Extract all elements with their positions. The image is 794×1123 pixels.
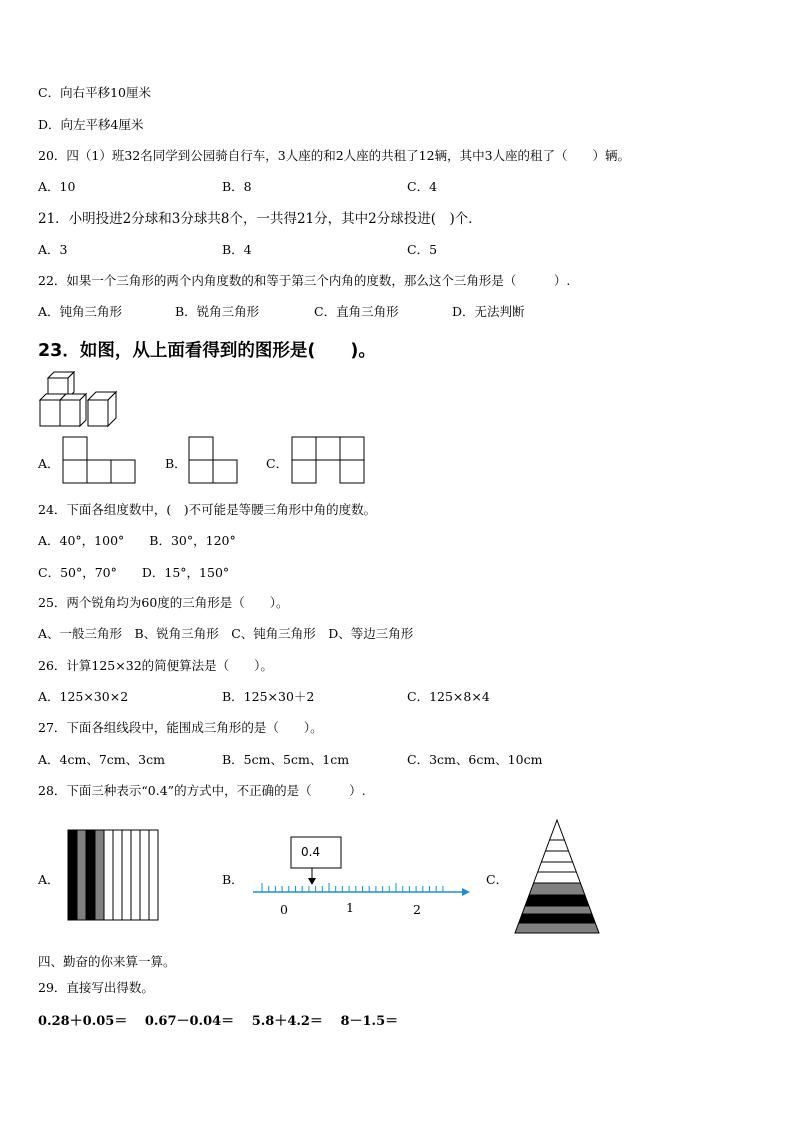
q21-option-c: C．5 [407, 242, 438, 257]
question-26: 26．计算125×32的简便算法是（ ）。 [38, 658, 273, 673]
question-22: 22．如果一个三角形的两个内角度数的和等于第三个内角的度数，那么这个三角形是（ ）. [38, 273, 571, 288]
q23-option-a: A． [38, 456, 60, 471]
q24-options-ab: A．40°，100° B．30°，120° [38, 533, 236, 548]
question-23: 23．如图，从上面看得到的图形是( )。 [38, 341, 376, 361]
q22-option-b: B．锐角三角形 [175, 304, 260, 319]
q26-option-b: B．125×30＋2 [222, 689, 315, 704]
q21-option-a: A．3 [38, 242, 68, 257]
q27-option-b: B．5cm、5cm、1cm [222, 752, 350, 767]
q28-option-a: A． [38, 872, 60, 887]
q20-option-b: B．8 [222, 179, 252, 194]
q22-option-a: A．钝角三角形 [38, 304, 123, 319]
q23-shape-b [188, 436, 240, 484]
question-24: 24．下面各组度数中，( )不可能是等腰三角形中角的度数。 [38, 502, 377, 517]
q25-options: A、一般三角形 B、锐角三角形 C、钝角三角形 D、等边三角形 [38, 626, 414, 641]
number-line-label-1: 1 [346, 900, 354, 915]
question-21: 21．小明投进2分球和3分球共8个，一共得21分，其中2分球投进( )个． [38, 211, 482, 227]
q23-option-c: C． [266, 456, 289, 471]
q27-option-a: A．4cm、7cm、3cm [38, 752, 165, 767]
q28-option-b: B． [222, 872, 244, 887]
option-d-prev: D．向左平移4厘米 [38, 117, 144, 132]
number-line-label-0: 0 [280, 902, 288, 917]
number-line-box-value: 0.4 [301, 845, 321, 859]
q22-option-d: D．无法判断 [452, 304, 525, 319]
question-28: 28．下面三种表示“0.4”的方式中，不正确的是（ ）. [38, 783, 366, 798]
q23-shape-a [62, 436, 138, 484]
number-line-label-2: 2 [413, 902, 421, 917]
question-20: 20．四（1）班32名同学到公园骑自行车，3人座的和2人座的共租了12辆，其中3人座的租了（ ）辆。 [38, 148, 631, 163]
q20-option-a: A．10 [38, 179, 76, 194]
q22-option-c: C．直角三角形 [314, 304, 399, 319]
q20-option-c: C．4 [407, 179, 438, 194]
q24-options-cd: C．50°，70° D．15°，150° [38, 565, 230, 580]
cube-stack-figure [38, 370, 124, 430]
question-25: 25．两个锐角均为60度的三角形是（ ）。 [38, 595, 289, 610]
q23-shape-c [291, 436, 367, 484]
q21-option-b: B．4 [222, 242, 252, 257]
question-29: 29．直接写出得数。 [38, 980, 154, 995]
q28-triangle-figure [513, 818, 601, 936]
q26-option-a: A．125×30×2 [38, 689, 129, 704]
q27-option-c: C．3cm、6cm、10cm [407, 752, 543, 767]
q28-bar-figure [66, 829, 160, 921]
q23-option-b: B． [165, 456, 187, 471]
q29-calculations: 0.28＋0.05＝ 0.67－0.04＝ 5.8＋4.2＝ 8－1.5＝ [38, 1014, 399, 1029]
q26-option-c: C．125×8×4 [407, 689, 490, 704]
section-4-heading: 四、勤奋的你来算一算。 [38, 954, 176, 969]
q28-option-c: C． [486, 872, 509, 887]
question-27: 27．下面各组线段中，能围成三角形的是（ ）。 [38, 720, 323, 735]
option-c-prev: C．向右平移10厘米 [38, 85, 151, 100]
